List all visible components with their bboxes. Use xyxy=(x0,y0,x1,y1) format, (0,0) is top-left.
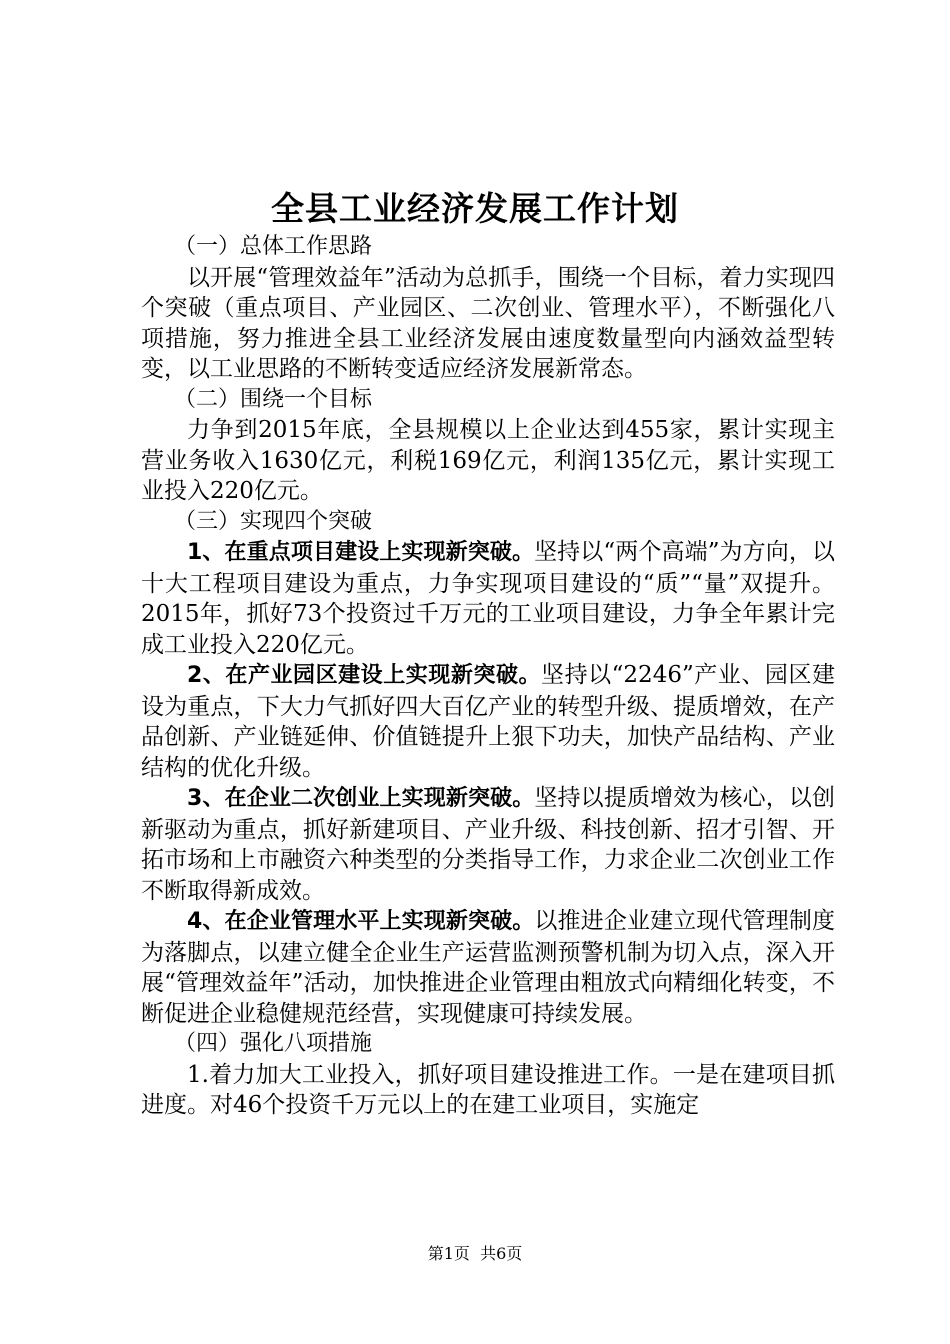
item-lead: 4、在企业管理水平上实现新突破。 xyxy=(187,909,535,934)
list-item xyxy=(141,660,835,783)
item-text: 坚持以“两个高端”为方向，以十大工程项目建设为重点，力争实现项目建设的“质”“量”双提升。2015年，抓好73个投资过千万元的工业项目建设，力争全年累计完成工业投入220亿元。 xyxy=(141,539,835,658)
section-heading: （二）围绕一个目标 xyxy=(174,386,373,412)
paragraph: 以开展“管理效益年”活动为总抓手，围绕一个目标，着力实现四个突破（重点项目、产业园区、二次创业、管理水平），不断强化八项措施，努力推进全县工业经济发展由速度数量型向内涵效益型转变，以工业思路的不断转变适应经济发展新常态。 xyxy=(141,264,835,382)
section-heading: （四）强化八项措施 xyxy=(174,1031,373,1056)
document-body xyxy=(141,232,835,1121)
section-heading: （一）总体工作思路 xyxy=(174,234,373,259)
item-text: 坚持以提质增效为核心，以创新驱动为重点，抓好新建项目、产业升级、科技创新、招才引智、开拓市场和上市融资六种类型的分类指导工作，力求企业二次创业工作不断取得新成效。 xyxy=(141,785,836,904)
item-text: 以推进企业建立现代管理制度为落脚点，以建立健全企业生产运营监测预警机制为切入点，深入开展“管理效益年”活动，加快推进企业管理由粗放式向精细化转变，不断促进企业稳健规范经营，实现健康可持续发展。 xyxy=(141,908,836,1027)
item-text: 坚持以“2246”产业、园区建设为重点，下大力气抓好四大百亿产业的转型升级、提质增效，在产品创新、产业链延伸、价值链提升上狠下功夫，加快产品结构、产业结构的优化升级。 xyxy=(141,662,835,781)
item-lead: 3、在企业二次创业上实现新突破。 xyxy=(187,786,535,811)
paragraph: 力争到2015年底，全县规模以上企业达到455家，累计实现主营业务收入1630亿元，利税169亿元，利润135亿元，累计实现工业投入220亿元。 xyxy=(141,417,835,504)
page-number: 第1页 xyxy=(427,1244,470,1263)
page-total: 共6页 xyxy=(480,1244,523,1263)
page-footer xyxy=(0,1244,950,1264)
list-item xyxy=(141,906,835,1029)
item-lead: 1、在重点项目建设上实现新突破。 xyxy=(187,540,535,565)
section-heading: （三）实现四个突破 xyxy=(174,508,373,534)
item-lead: 2、在产业园区建设上实现新突破。 xyxy=(187,663,542,688)
list-item xyxy=(141,537,835,660)
paragraph: 1.着力加大工业投入，抓好项目建设推进工作。一是在建项目抓进度。对46个投资千万元以上的在建工业项目，实施定 xyxy=(141,1061,835,1118)
list-item xyxy=(141,783,835,906)
document-title: 全县工业经济发展工作计划 xyxy=(271,189,679,228)
